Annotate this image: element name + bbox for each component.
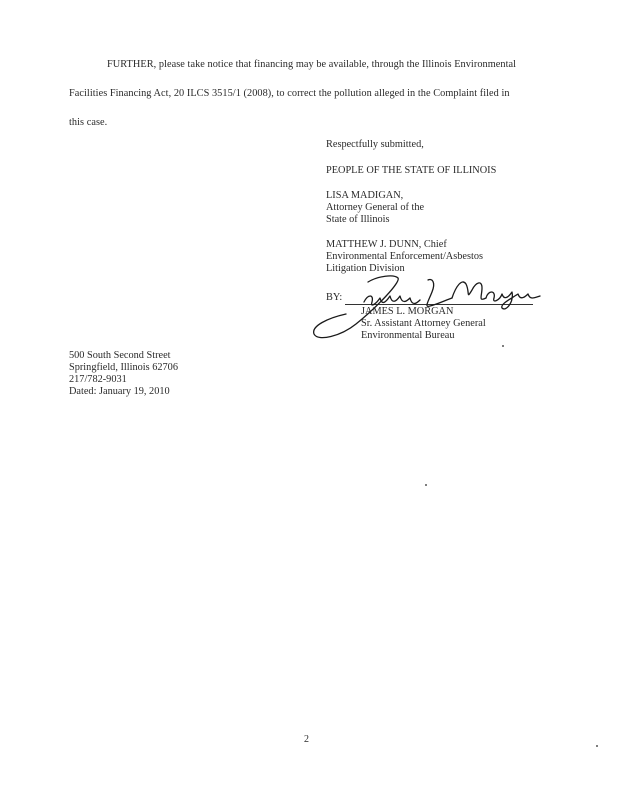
body-line-3: this case.: [69, 117, 108, 128]
address-city: Springfield, Illinois 62706: [69, 362, 178, 373]
attorney-general-title-2: State of Illinois: [326, 214, 390, 225]
attorney-general-name: LISA MADIGAN,: [326, 190, 404, 201]
division-chief-title-2: Litigation Division: [326, 263, 405, 274]
signer-title-2: Environmental Bureau: [361, 330, 455, 341]
signer-block: [361, 306, 486, 342]
attorney-general-title-1: Attorney General of the: [326, 202, 425, 213]
date-line: Dated: January 19, 2010: [69, 386, 170, 397]
office-address: [69, 350, 178, 398]
party-name: PEOPLE OF THE STATE OF ILLINOIS: [326, 165, 497, 176]
signature-block: [326, 139, 496, 275]
division-chief-name: MATTHEW J. DUNN, Chief: [326, 239, 447, 250]
address-street: 500 South Second Street: [69, 350, 171, 361]
scan-speck: [596, 745, 598, 747]
closing-text: Respectfully submitted,: [326, 139, 424, 150]
scan-speck: [502, 345, 504, 347]
body-line-2: Facilities Financing Act, 20 ILCS 3515/1 (2008), to correct the pollution alleged in the Complaint filed in: [69, 88, 510, 99]
body-line-1: FURTHER, please take notice that financing may be available, through the Illinois Environmental: [107, 59, 517, 70]
scan-speck: [425, 484, 427, 486]
page-number: 2: [304, 734, 309, 745]
address-phone: 217/782-9031: [69, 374, 127, 385]
signer-title-1: Sr. Assistant Attorney General: [361, 318, 486, 329]
by-label: BY:: [326, 292, 343, 303]
signer-name: JAMES L. MORGAN: [361, 306, 454, 317]
division-chief-title-1: Environmental Enforcement/Asbestos: [326, 251, 483, 262]
